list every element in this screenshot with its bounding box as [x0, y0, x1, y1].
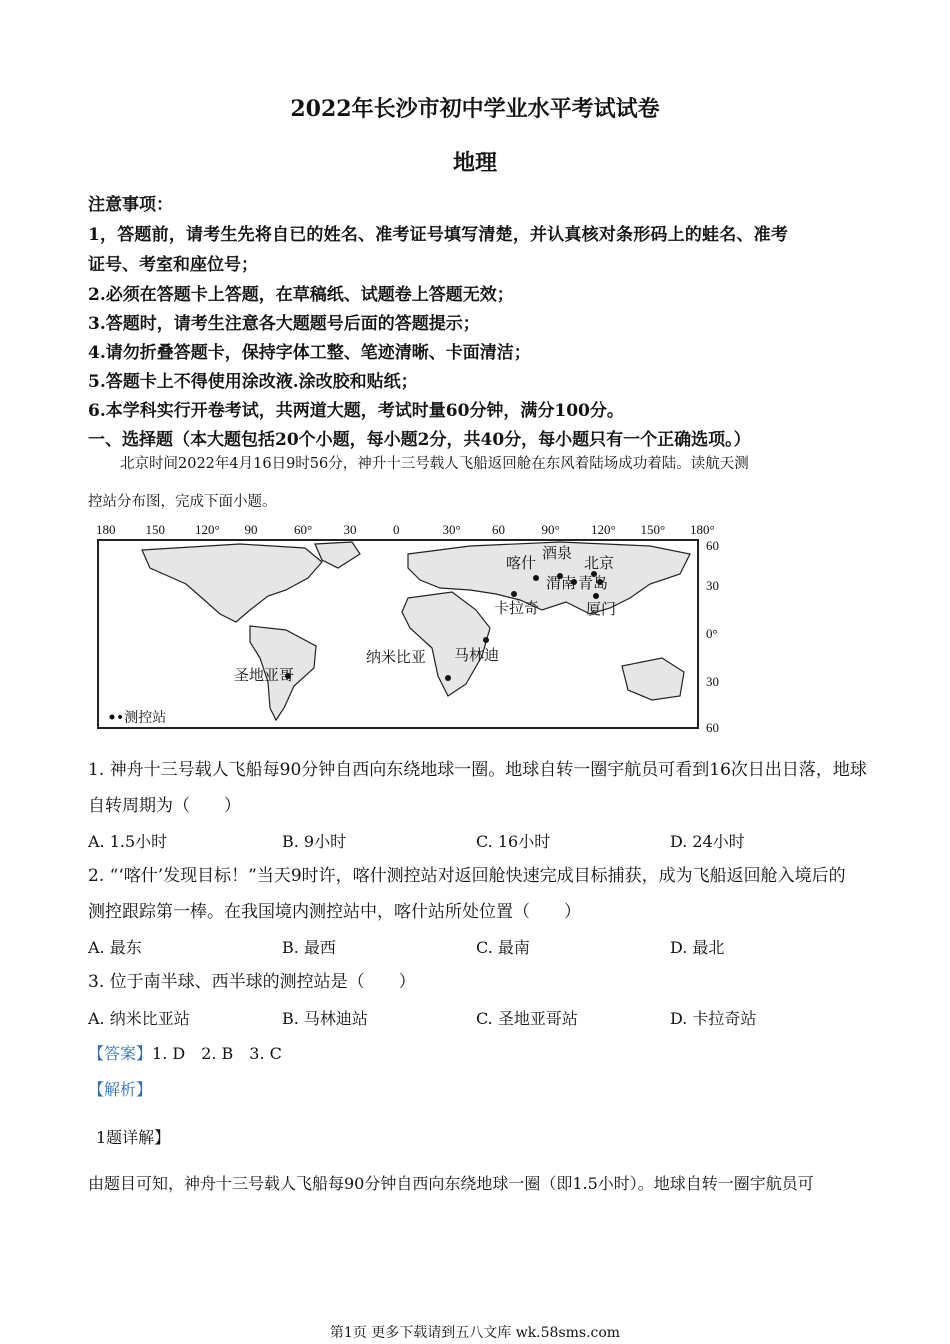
map-top-tick-4: 60° [294, 522, 313, 537]
tracking-station-map [90, 518, 740, 740]
question-1-line-2: 自转周期为（ ） [88, 796, 241, 816]
note-item-1-line-2: 证号、考室和座位号； [88, 255, 258, 275]
q1-option-d: D. 24小时 [670, 832, 745, 851]
note-item-3: 3.答题时，请考生注意各大题题号后面的答题提示； [88, 314, 480, 334]
q3-option-d: D. 卡拉奇站 [670, 1009, 757, 1028]
station-dot-kashgar [533, 575, 539, 581]
greenland-shape [315, 542, 360, 568]
station-label-kashgar: 喀什 [506, 554, 537, 572]
note-item-6: 6.本学科实行开卷考试，共两道大题，考试时量60分钟，满分100分。 [88, 401, 624, 421]
answer-row [88, 1041, 282, 1064]
intro-line-1: 北京时间2022年4月16日9时56分，神升十三号载人飞船返回舱在东风着陆场成功着陆。读航天测 [120, 456, 749, 472]
station-label-malindi: 马林迪 [454, 646, 500, 664]
q3-option-c: C. 圣地亚哥站 [476, 1009, 578, 1028]
intro-line-2: 控站分布图，完成下面小题。 [88, 494, 277, 510]
question-3 [88, 964, 868, 1000]
map-top-tick-10: 120° [591, 522, 616, 537]
station-label-xiamen: 厦门 [586, 600, 617, 618]
station-label-santiago: 圣地亚哥 [234, 666, 295, 684]
note-item-4: 4.请勿折叠答题卡，保持字体工整、笔迹清晰、卡面清洁； [88, 343, 531, 363]
q2-option-a: A. 最东 [88, 938, 142, 957]
section-1-heading: 一、选择题（本大题包括20个小题，每小题2分，共40分，每小题只有一个正确选项。） [88, 430, 751, 450]
station-label-qingdao: 青岛 [578, 574, 609, 592]
map-right-tick-0: 60 [706, 538, 719, 553]
exam-title: 2022年长沙市初中学业水平考试试卷 [290, 96, 660, 122]
station-dot-malindi [483, 637, 489, 643]
subject-title: 地理 [452, 150, 497, 176]
detail-heading: 1题详解】 [96, 1128, 171, 1147]
note-item-2: 2.必须在答题卡上答题，在草稿纸、试题卷上答题无效； [88, 285, 514, 305]
q2-option-b: B. 最西 [282, 938, 336, 957]
map-top-tick-1: 150 [145, 522, 165, 537]
map-top-tick-12: 180° [690, 522, 715, 537]
note-item-5: 5.答题卡上不得使用涂改液.涂改胶和贴纸； [88, 372, 418, 392]
africa-shape [402, 592, 490, 696]
australia-shape [622, 658, 684, 700]
map-right-tick-3: 30 [706, 674, 719, 689]
legend-dot [110, 715, 115, 720]
answer-text: 1. D 2. B 3. C [152, 1044, 282, 1063]
notes-heading: 注意事项： [88, 195, 173, 215]
map-top-tick-7: 30° [442, 522, 461, 537]
q2-option-d: D. 最北 [670, 938, 725, 957]
q3-option-a: A. 纳米比亚站 [88, 1009, 190, 1028]
question-1 [88, 752, 868, 824]
question-2-line-1: 2. “‘喀什’发现目标！”当天9时许，喀什测控站对返回舱快速完成目标捕获，成为飞船返回舱入境后的 [88, 866, 846, 886]
note-item-1-line-1: 1，答题前，请考生先将自已的姓名、准考证号填写清楚，并认真核对条形码上的蛙名、准考 [88, 225, 789, 245]
station-dot-xiamen [593, 593, 599, 599]
station-dot-namibia [445, 675, 451, 681]
map-top-tick-5: 30 [343, 522, 357, 537]
answer-tag: 【答案】 [88, 1044, 153, 1063]
q3-option-b: B. 马林迪站 [282, 1009, 368, 1028]
map-top-tick-11: 150° [640, 522, 666, 537]
station-dot-karachi [511, 591, 517, 597]
q1-option-a: A. 1.5小时 [88, 832, 168, 851]
map-right-tick-2: 0° [706, 626, 718, 641]
station-label-beijing: 北京 [584, 554, 615, 572]
page-footer: 第1页 更多下载请到五八文库 wk.58sms.com [329, 1325, 621, 1341]
map-top-tick-3: 90 [244, 522, 258, 537]
station-label-namibia: 纳米比亚 [366, 648, 427, 666]
map-legend: •测控站 [116, 710, 167, 726]
map-top-tick-9: 90° [541, 522, 560, 537]
station-label-jiuquan: 酒泉 [542, 544, 573, 562]
station-label-karachi: 卡拉奇 [494, 599, 540, 617]
map-top-tick-2: 120° [195, 522, 220, 537]
map-right-tick-1: 30 [706, 578, 719, 593]
north-america-shape [142, 544, 322, 622]
map-top-tick-0: 180 [96, 522, 116, 537]
q1-option-b: B. 9小时 [282, 832, 347, 851]
question-2 [88, 858, 868, 930]
map-right-tick-4: 60 [706, 720, 719, 735]
map-top-tick-6: 0 [393, 522, 400, 537]
question-1-line-1: 1. 神舟十三号载人飞船每90分钟自西向东绕地球一圈。地球自转一圈宇航员可看到16次日出日落，地球 [88, 760, 867, 780]
detail-line-1: 由题目可知，神舟十三号载人飞船每90分钟自西向东绕地球一圈（即1.5小时）。地球自转一圈宇航员可 [88, 1174, 814, 1193]
q1-option-c: C. 16小时 [476, 832, 551, 851]
map-top-tick-8: 60 [492, 522, 505, 537]
question-2-line-2: 测控跟踪第一棒。在我国境内测控站中，喀什站所处位置（ ） [88, 902, 581, 922]
question-3-line-1: 3. 位于南半球、西半球的测控站是（ ） [88, 972, 416, 992]
q2-option-c: C. 最南 [476, 938, 530, 957]
station-label-weinan: 渭南 [546, 574, 577, 592]
analysis-tag: 【解析】 [88, 1080, 153, 1099]
